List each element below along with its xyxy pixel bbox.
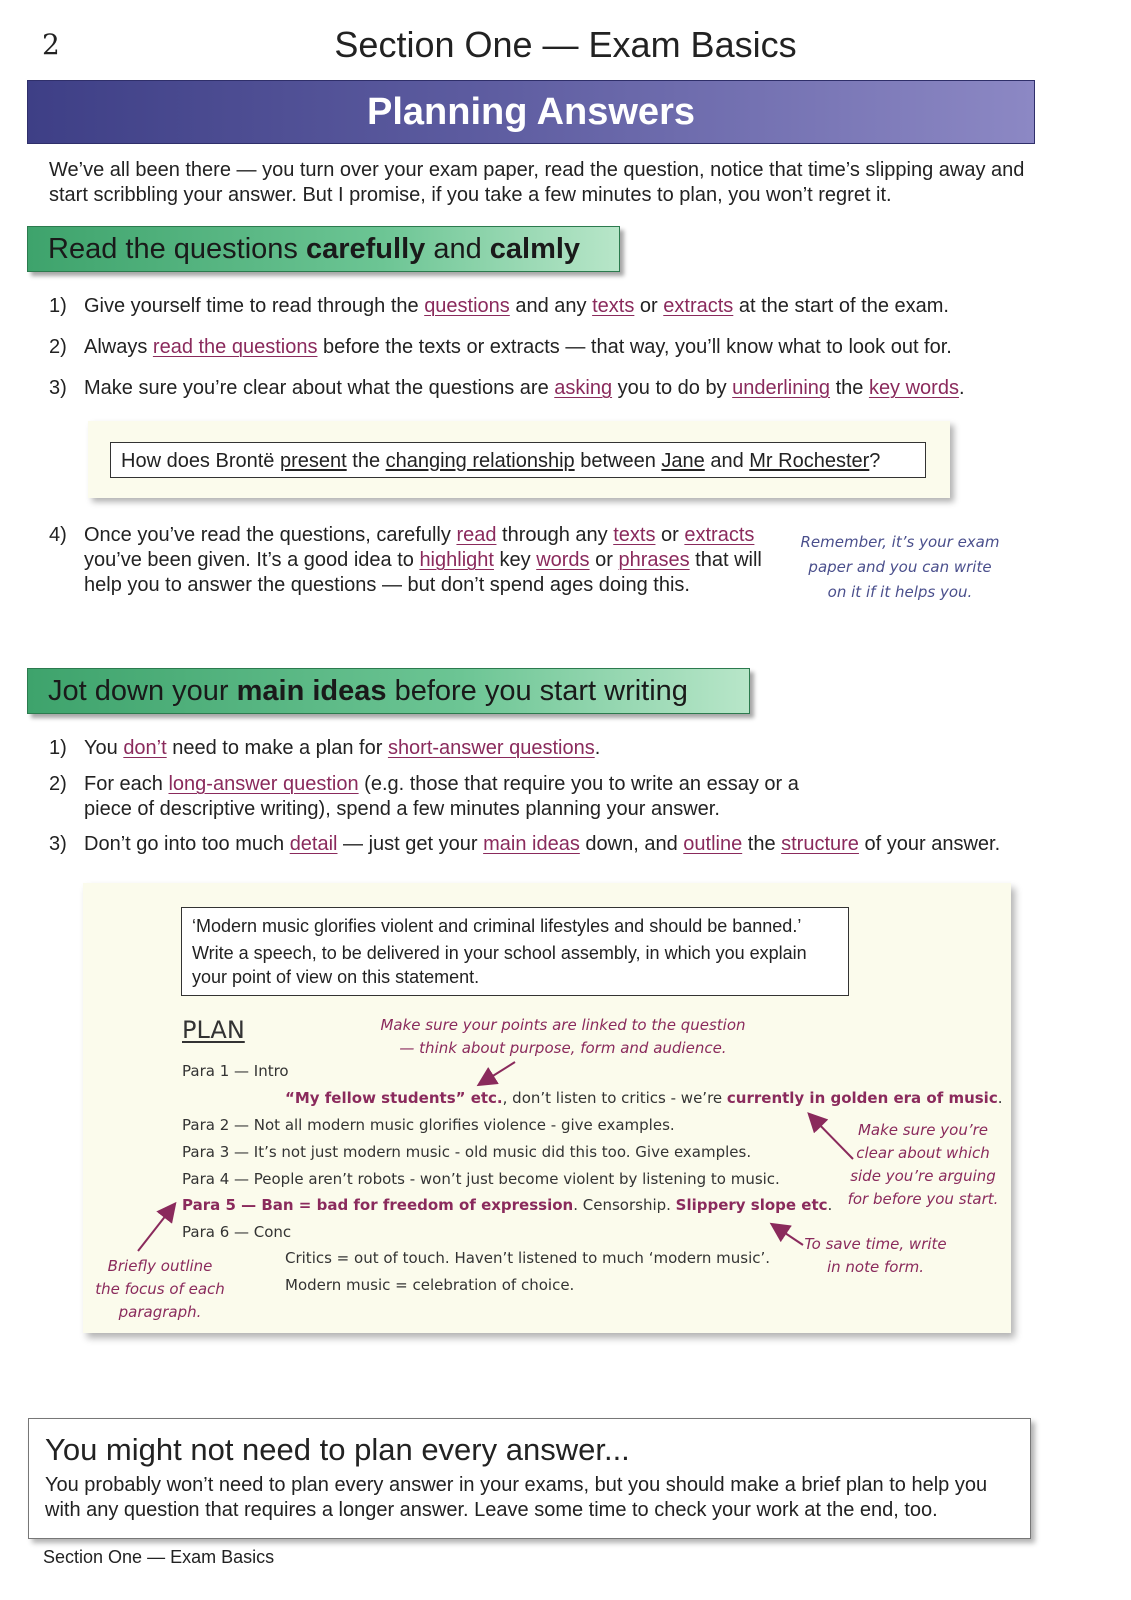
task-question-box: ‘Modern music glorifies violent and criminal lifestyles and should be banned.’ Write a speech, to be delivered in your school assembly, in which you explain your point of view on this statement.: [181, 907, 849, 996]
margin-note-exam-paper: Remember, it’s your exam paper and you can write on it if it helps you.: [800, 533, 1000, 601]
arrow-to-golden-era: [810, 1115, 853, 1159]
title-banner: [27, 80, 1035, 144]
intro-paragraph: We’ve all been there — you turn over your exam paper, read the question, notice that time’s slipping away and start scribbling your answer. But I promise, if you take a few minutes to plan, you won’t regret it.: [49, 159, 1025, 206]
plan-conclusion-line-1: Critics = out of touch. Haven’t listened to much ‘modern music’.: [285, 1249, 771, 1267]
plan-para-1-detail: “My fellow students” etc., don’t listen to critics - we’re currently in golden era of music.: [285, 1089, 1003, 1107]
tip-body: You probably won’t need to plan every answer in your exams, but you should make a brief plan to help you with any question that requires a longer answer. Leave some time to check your work at the end, too.: [45, 1474, 988, 1521]
plan-example-panel: [83, 883, 1011, 1333]
list-item: 4) Once you’ve read the questions, carefully read through any texts or extracts you’ve been given. It’s a good idea to highlight key words or phrases that will help you to answer the questions — but don’t spend ages doing this.: [49, 524, 762, 596]
plan-conclusion-line-2: Modern music = celebration of choice.: [285, 1276, 575, 1294]
note-choose-side: Make sure you’re clear about which side you’re arguing for before you start.: [847, 1121, 999, 1208]
note-outline-focus: Briefly outline the focus of each paragraph.: [95, 1257, 225, 1321]
page-footer: Section One — Exam Basics: [43, 1547, 275, 1567]
plan-label: PLAN: [182, 1016, 245, 1044]
arrow-to-para-5: [138, 1205, 174, 1251]
annotation-arrows: [83, 883, 1011, 1333]
list-item: 3) Don’t go into too much detail — just get your main ideas down, and outline the structure of your answer.: [49, 833, 1001, 855]
section-heading-text: Read the questions carefully and calmly: [48, 233, 581, 265]
tip-title: You might not need to plan every answer...: [45, 1432, 630, 1467]
section-heading-main-ideas: [27, 668, 750, 714]
section-title: Section One — Exam Basics: [334, 24, 797, 65]
note-save-time: To save time, write in note form.: [804, 1235, 947, 1276]
plan-para-1: Para 1 — Intro: [182, 1062, 289, 1080]
example-question-panel: [88, 421, 950, 498]
list-item: 3) Make sure you’re clear about what the questions are asking you to do by underlining the key words.: [49, 377, 965, 399]
tip-box: [28, 1418, 1031, 1539]
list-item: 2) Always read the questions before the texts or extracts — that way, you’ll know what to look out for.: [49, 336, 952, 358]
section-heading-text: Jot down your main ideas before you start writing: [48, 675, 688, 707]
page-title: Planning Answers: [367, 91, 695, 133]
plan-para-2: Para 2 — Not all modern music glorifies violence - give examples.: [182, 1116, 675, 1134]
list-item: 1) Give yourself time to read through the questions and any texts or extracts at the start of the exam.: [49, 295, 949, 317]
section-heading-read-questions: [27, 226, 620, 272]
plan-para-6: Para 6 — Conc: [182, 1223, 292, 1241]
plan-para-4: Para 4 — People aren’t robots - won’t just become violent by listening to music.: [182, 1170, 780, 1188]
plan-para-3: Para 3 — It’s not just modern music - old music did this too. Give examples.: [182, 1143, 752, 1161]
plan-para-5: Para 5 — Ban = bad for freedom of expression. Censorship. Slippery slope etc.: [182, 1196, 833, 1214]
list-item: 2) For each long-answer question (e.g. those that require you to write an essay or a piece of descriptive writing), spend a few minutes planning your answer.: [49, 773, 799, 820]
list-item: 1) You don’t need to make a plan for short-answer questions.: [49, 737, 601, 759]
note-link-to-question: Make sure your points are linked to the question — think about purpose, form and audience.: [380, 1016, 746, 1057]
arrow-to-note-form: [773, 1225, 803, 1245]
page-number: 2: [42, 28, 60, 61]
arrow-to-para-1: [480, 1062, 515, 1084]
example-question: How does Brontë present the changing relationship between Jane and Mr Rochester?: [110, 442, 926, 478]
